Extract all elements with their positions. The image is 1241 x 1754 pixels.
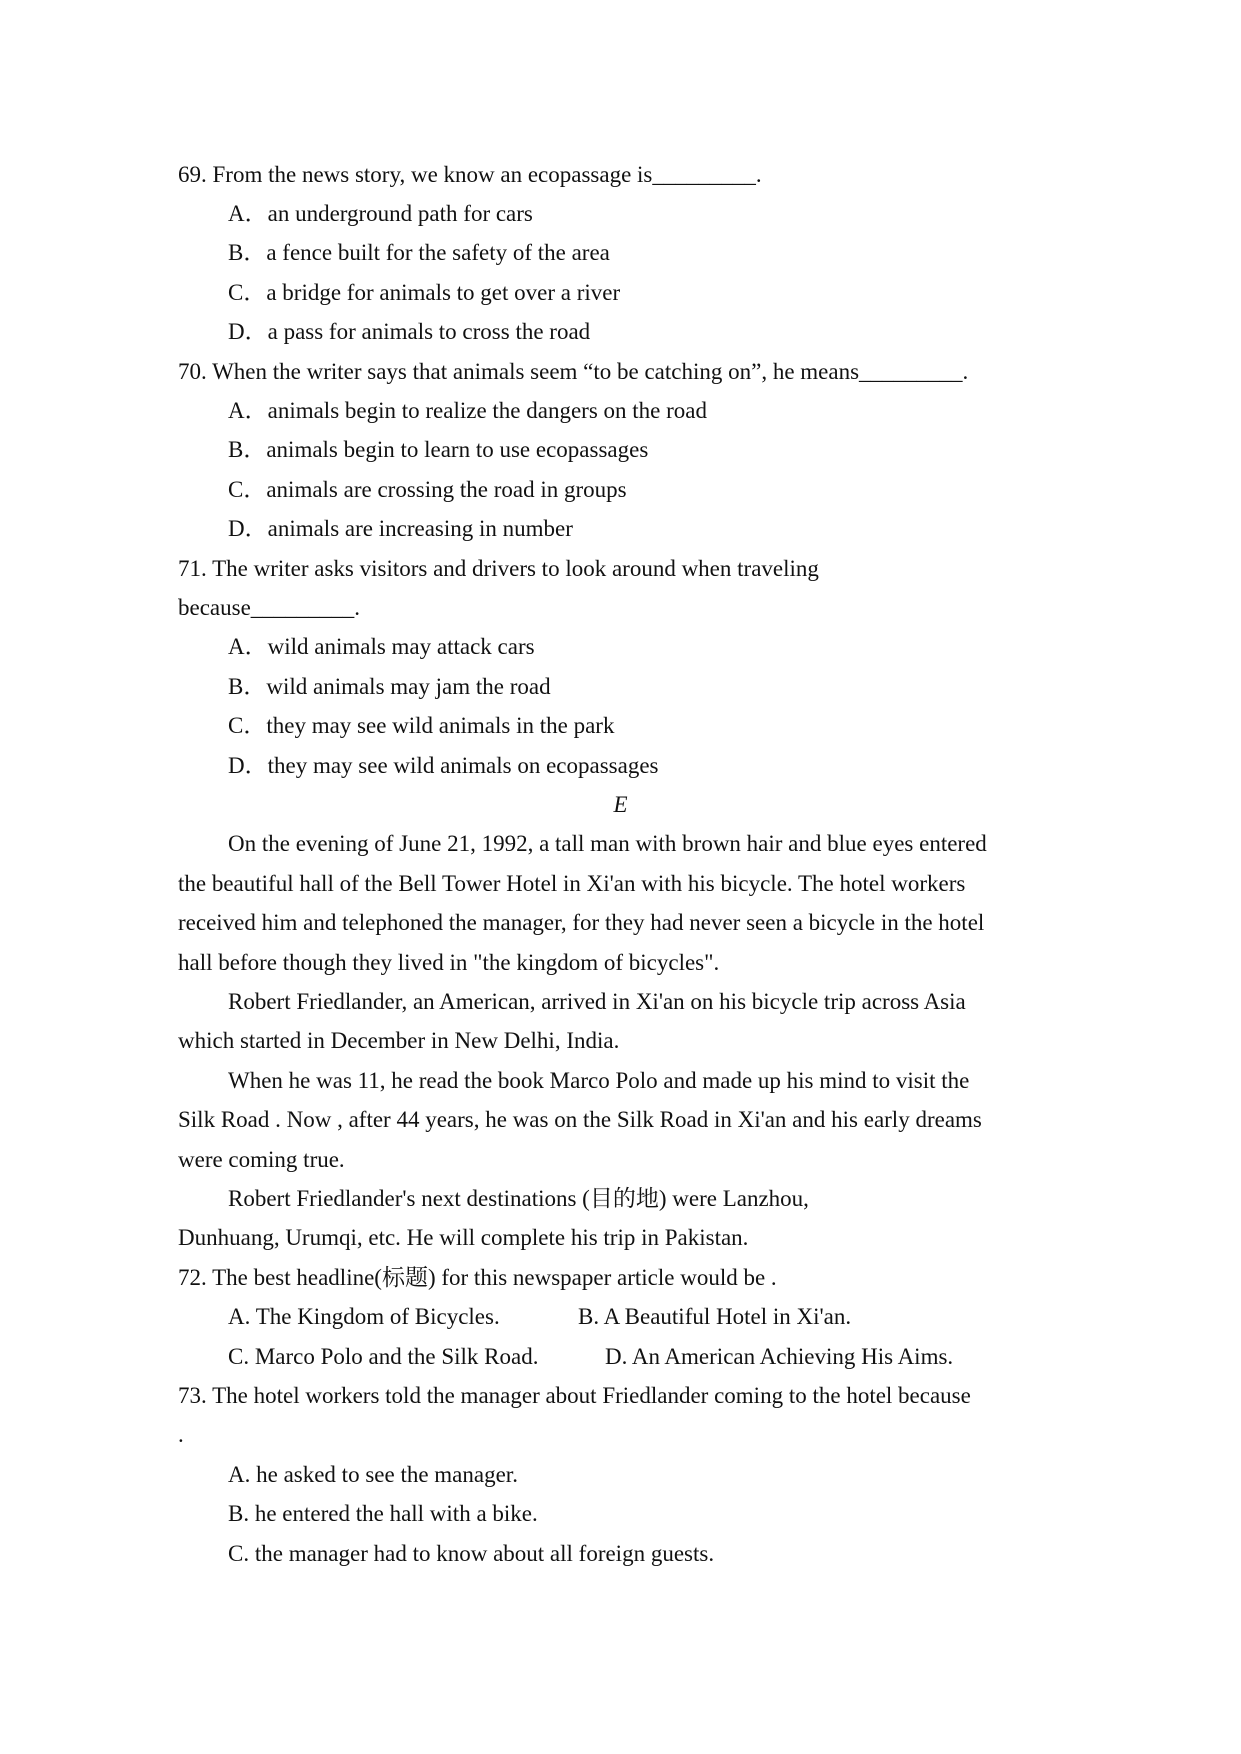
passage-line: Silk Road . Now , after 44 years, he was on the Silk Road in Xi'an and his early dreams [178, 1107, 982, 1132]
passage-line: which started in December in New Delhi, India. [178, 1028, 620, 1053]
question-69-stem: 69. From the news story, we know an ecopassage is_________. [178, 162, 762, 187]
question-71-stem-continued: because_________. [178, 595, 361, 620]
passage-line: the beautiful hall of the Bell Tower Hotel in Xi'an with his bicycle. The hotel workers [178, 871, 966, 896]
question-69-option-c: C．a bridge for animals to get over a river [228, 280, 621, 305]
question-71-option-b: B．wild animals may jam the road [228, 674, 551, 699]
passage-line: Robert Friedlander's next destinations (目的地) were Lanzhou, [228, 1186, 809, 1211]
question-70-option-b: B．animals begin to learn to use ecopassages [228, 437, 649, 462]
question-69-option-d: D．a pass for animals to cross the road [228, 319, 591, 344]
question-69-option-b: B．a fence built for the safety of the area [228, 240, 610, 265]
question-73-option-b: B. he entered the hall with a bike. [228, 1501, 538, 1526]
question-70-option-a: A．animals begin to realize the dangers on the road [228, 398, 708, 423]
question-73-stem-continued: . [178, 1422, 184, 1447]
question-71-option-a: A．wild animals may attack cars [228, 634, 535, 659]
passage-line: On the evening of June 21, 1992, a tall man with brown hair and blue eyes entered [228, 831, 987, 856]
question-70-option-d: D．animals are increasing in number [228, 516, 573, 541]
passage-line: Robert Friedlander, an American, arrived in Xi'an on his bicycle trip across Asia [228, 989, 966, 1014]
question-71-stem: 71. The writer asks visitors and drivers to look around when traveling [178, 556, 819, 581]
question-72-option-a: A. The Kingdom of Bicycles. [228, 1304, 500, 1329]
question-69-option-a: A．an underground path for cars [228, 201, 533, 226]
passage-line: When he was 11, he read the book Marco Polo and made up his mind to visit the [228, 1068, 970, 1093]
question-73-option-a: A. he asked to see the manager. [228, 1462, 518, 1487]
question-72-option-b: B. A Beautiful Hotel in Xi'an. [578, 1304, 852, 1329]
question-72-option-c: C. Marco Polo and the Silk Road. [228, 1344, 539, 1369]
question-72-stem: 72. The best headline(标题) for this newspaper article would be . [178, 1265, 777, 1290]
passage-line: received him and telephoned the manager, for they had never seen a bicycle in the hotel [178, 910, 985, 935]
question-70-stem: 70. When the writer says that animals seem “to be catching on”, he means_________. [178, 359, 969, 384]
question-71-option-c: C．they may see wild animals in the park [228, 713, 615, 738]
passage-line: Dunhuang, Urumqi, etc. He will complete his trip in Pakistan. [178, 1225, 749, 1250]
section-heading: E [613, 792, 628, 817]
question-73-stem: 73. The hotel workers told the manager about Friedlander coming to the hotel because [178, 1383, 971, 1408]
passage-line: were coming true. [178, 1147, 345, 1172]
question-72-option-d: D. An American Achieving His Aims. [605, 1344, 954, 1369]
question-73-option-c: C. the manager had to know about all foreign guests. [228, 1541, 715, 1566]
question-70-option-c: C．animals are crossing the road in groups [228, 477, 627, 502]
question-71-option-d: D．they may see wild animals on ecopassages [228, 753, 659, 778]
passage-line: hall before though they lived in "the kingdom of bicycles". [178, 950, 720, 975]
